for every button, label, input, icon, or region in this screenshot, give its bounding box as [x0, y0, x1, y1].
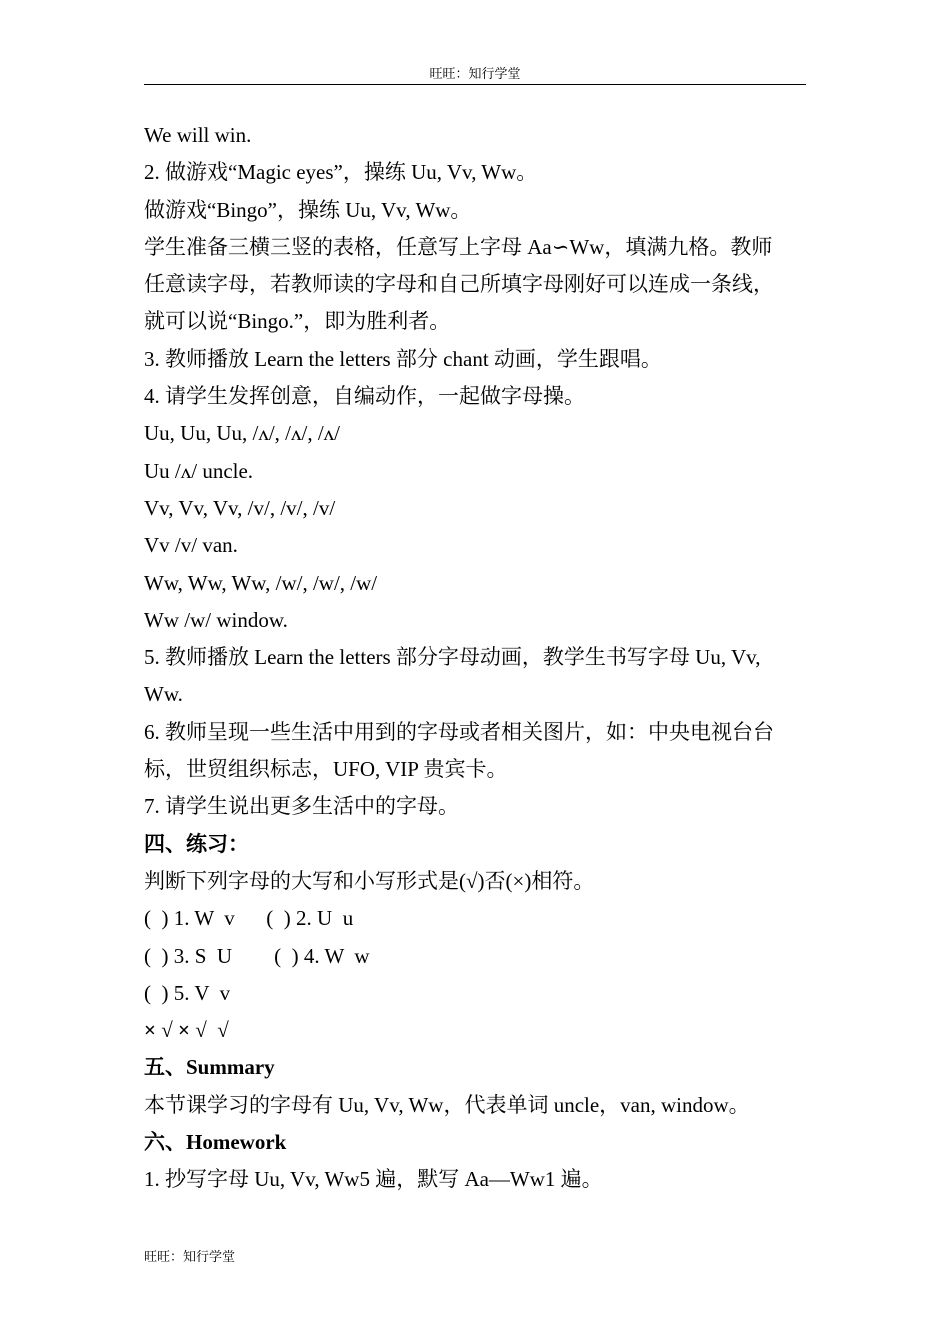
chant-line: Vv, Vv, Vv, /v/, /v/, /v/	[144, 495, 336, 520]
text-line: 2. 做游戏“Magic eyes”，操练 Uu, Vv, Ww。	[144, 160, 538, 185]
footer-text: 旺旺：知行学堂	[144, 1249, 236, 1264]
text-line: 4. 请学生发挥创意，自编动作，一起做字母操。	[144, 384, 585, 409]
text-line: 3. 教师播放 Learn the letters 部分 chant 动画，学生跟唱。	[144, 346, 662, 371]
text-line: 就可以说“Bingo.”，即为胜利者。	[144, 309, 451, 334]
exercise-item: ( ) 3. S U ( ) 4. W w	[144, 943, 370, 968]
chant-line: Ww /w/ window.	[144, 607, 288, 632]
chant-line: Uu, Uu, Uu, /ʌ/, /ʌ/, /ʌ/	[144, 421, 341, 446]
text-line: Ww.	[144, 682, 183, 707]
section-heading-homework: 六、Homework	[144, 1130, 287, 1155]
document-body	[144, 117, 808, 1199]
text-line: 6. 教师呈现一些生活中用到的字母或者相关图片，如：中央电视台台	[144, 719, 774, 744]
exercise-item: ( ) 1. W v ( ) 2. U u	[144, 906, 354, 931]
chant-line: Uu /ʌ/ uncle.	[144, 458, 254, 483]
text-line: 7. 请学生说出更多生活中的字母。	[144, 794, 459, 819]
text-line: 做游戏“Bingo”，操练 Uu, Vv, Ww。	[144, 197, 472, 222]
page-header	[144, 64, 806, 85]
text-line: 标，世贸组织标志，UFO, VIP 贵宾卡。	[144, 757, 508, 782]
answer-key: × √ × √ √	[144, 1018, 229, 1043]
page-footer	[144, 1247, 235, 1267]
section-heading-summary: 五、Summary	[144, 1055, 275, 1080]
exercise-item: ( ) 5. V v	[144, 980, 231, 1005]
summary-text: 本节课学习的字母有 Uu, Vv, Ww，代表单词 uncle，van, window。	[144, 1092, 750, 1117]
chant-line: Ww, Ww, Ww, /w/, /w/, /w/	[144, 570, 378, 595]
header-title: 旺旺：知行学堂	[429, 66, 521, 81]
text-line: 5. 教师播放 Learn the letters 部分字母动画，教学生书写字母 Uu, Vv,	[144, 645, 761, 670]
text-line: 任意读字母，若教师读的字母和自己所填字母刚好可以连成一条线，	[144, 272, 774, 297]
text-line: 学生准备三横三竖的表格，任意写上字母 Aa∽Ww，填满九格。教师	[144, 234, 773, 259]
section-heading-practice: 四、练习：	[144, 831, 249, 856]
exercise-instruction: 判断下列字母的大写和小写形式是(√)否(×)相符。	[144, 868, 595, 893]
text-line: We will win.	[144, 123, 252, 147]
homework-item: 1. 抄写字母 Uu, Vv, Ww5 遍，默写 Aa—Ww1 遍。	[144, 1167, 603, 1192]
chant-line: Vv /v/ van.	[144, 533, 238, 558]
